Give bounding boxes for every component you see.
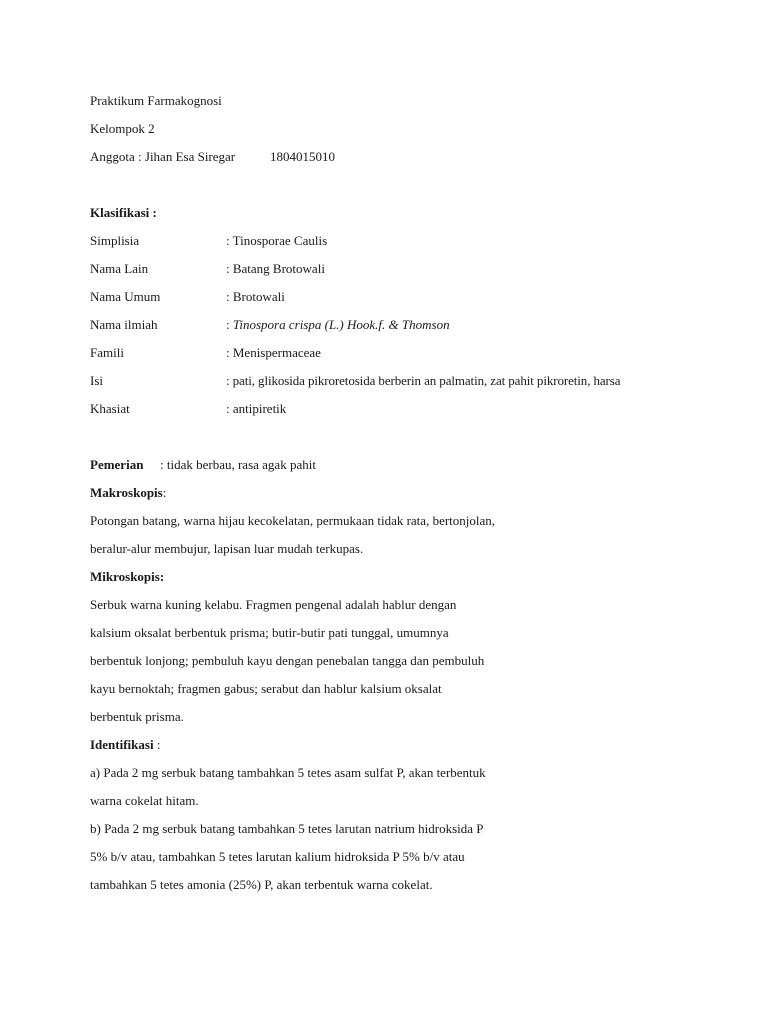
pemerian-heading: Pemerian — [90, 457, 144, 472]
identifikasi-colon: : — [153, 737, 161, 752]
klasifikasi-row — [90, 289, 690, 305]
paragraph-line: berbentuk prisma. — [90, 709, 184, 724]
scientific-name: Tinospora crispa (L.) Hook.f. & Thomson — [232, 317, 450, 332]
makroskopis-heading: Makroskopis — [90, 485, 163, 500]
paragraph-line: berbentuk lonjong; pembuluh kayu dengan penebalan tangga dan pembuluh — [90, 653, 485, 668]
identifikasi-heading-line — [90, 737, 160, 753]
paragraph-line: beralur-alur membujur, lapisan luar mudah terkupas. — [90, 541, 364, 556]
row-label: Famili — [90, 345, 124, 360]
row-value: : Tinosporae Caulis — [226, 233, 328, 248]
row-value: : Batang Brotowali — [226, 261, 325, 276]
group-label: Kelompok 2 — [90, 121, 155, 136]
paragraph-line: Serbuk warna kuning kelabu. Fragmen pengenal adalah hablur dengan — [90, 597, 457, 612]
klasifikasi-row — [90, 373, 730, 389]
klasifikasi-row — [90, 261, 690, 277]
row-value-scientific — [226, 317, 450, 333]
mikroskopis-heading: Mikroskopis: — [90, 569, 165, 584]
member-line — [90, 149, 490, 165]
row-value: : pati, glikosida pikroretosida berberin an palmatin, zat pahit pikroretin, harsa — [226, 373, 621, 388]
makroskopis-colon: : — [162, 485, 167, 500]
row-label: Isi — [90, 373, 103, 388]
paragraph-line: kayu bernoktah; fragmen gabus; serabut dan hablur kalsium oksalat — [90, 681, 442, 696]
row-label: Simplisia — [90, 233, 140, 248]
row-value-prefix: : — [226, 317, 233, 332]
row-label: Nama Umum — [90, 289, 161, 304]
member-name: Anggota : Jihan Esa Siregar — [90, 149, 236, 164]
course-title: Praktikum Farmakognosi — [90, 93, 222, 108]
row-value: : Brotowali — [226, 289, 285, 304]
row-value: : Menispermaceae — [226, 345, 321, 360]
klasifikasi-row — [90, 233, 690, 249]
paragraph-line: b) Pada 2 mg serbuk batang tambahkan 5 tetes larutan natrium hidroksida P — [90, 821, 484, 836]
row-label: Nama ilmiah — [90, 317, 158, 332]
paragraph-line: tambahkan 5 tetes amonia (25%) P, akan terbentuk warna cokelat. — [90, 877, 433, 892]
paragraph-line: a) Pada 2 mg serbuk batang tambahkan 5 tetes asam sulfat P, akan terbentuk — [90, 765, 486, 780]
paragraph-line: Potongan batang, warna hijau kecokelatan, permukaan tidak rata, bertonjolan, — [90, 513, 496, 528]
klasifikasi-row — [90, 345, 690, 361]
paragraph-line: kalsium oksalat berbentuk prisma; butir-butir pati tunggal, umumnya — [90, 625, 449, 640]
pemerian-text: : tidak berbau, rasa agak pahit — [160, 457, 316, 472]
row-label: Nama Lain — [90, 261, 149, 276]
klasifikasi-row — [90, 401, 690, 417]
row-label: Khasiat — [90, 401, 130, 416]
paragraph-line: warna cokelat hitam. — [90, 793, 199, 808]
pemerian-line — [90, 457, 490, 473]
klasifikasi-row — [90, 317, 690, 333]
identifikasi-heading: Identifikasi — [90, 737, 154, 752]
member-id: 1804015010 — [270, 149, 335, 164]
row-value: : antipiretik — [226, 401, 287, 416]
paragraph-line: 5% b/v atau, tambahkan 5 tetes larutan kalium hidroksida P 5% b/v atau — [90, 849, 465, 864]
makroskopis-heading-line — [90, 485, 166, 501]
klasifikasi-heading: Klasifikasi : — [90, 205, 157, 220]
